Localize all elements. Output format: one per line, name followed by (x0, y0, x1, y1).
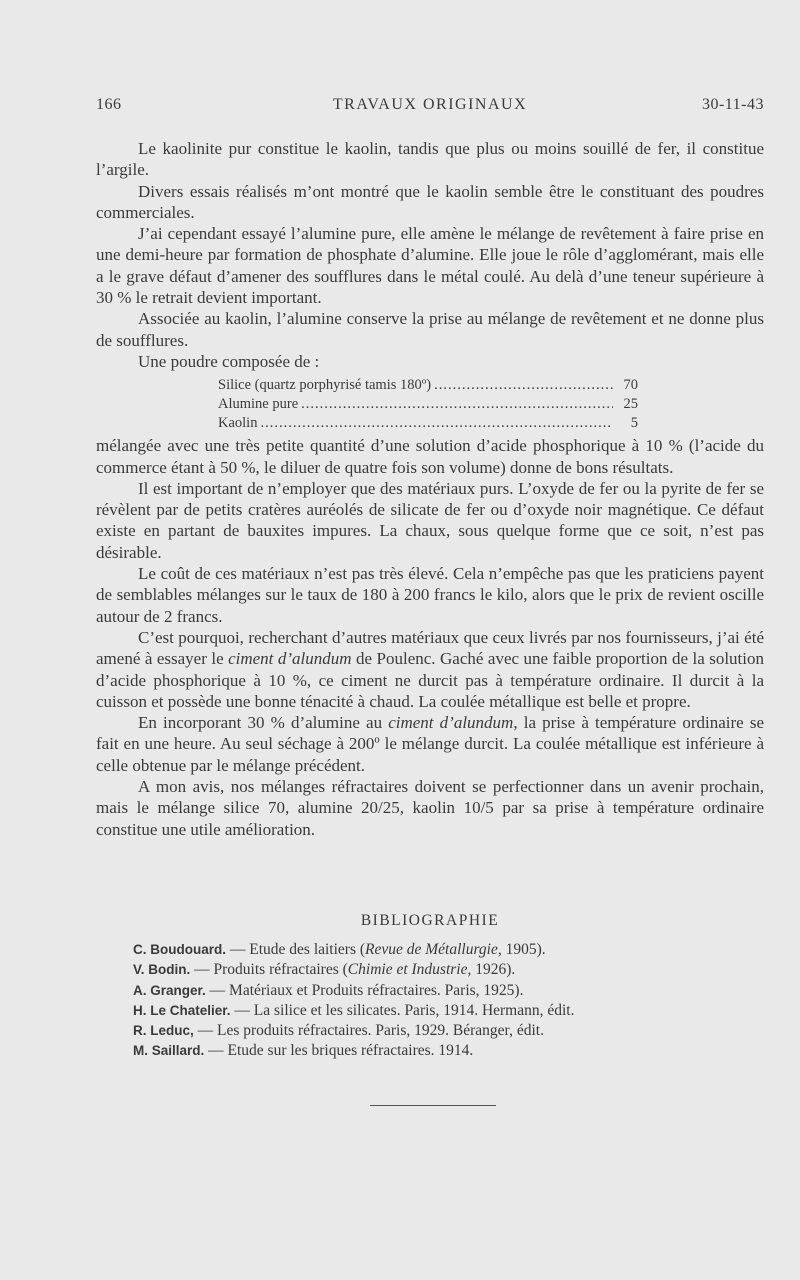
composition-row (218, 395, 638, 414)
article-body (96, 138, 764, 840)
entry-text: 1926). (471, 961, 516, 979)
paragraph: Une poudre composée de : (138, 351, 320, 371)
journal-title: Revue de Métallurgie, (365, 941, 502, 958)
entry-text: — La silice et les silicates. Paris, 1914. Hermann, édit. (230, 1001, 575, 1019)
composition-value: 70 (623, 377, 638, 394)
text: C’est pourquoi, recherchant d’autres matériaux que ceux livrés par nos fournisseurs, j’ai été amené à essayer le (96, 627, 764, 669)
author: R. Leduc, (133, 1023, 194, 1039)
running-title: TRAVAUX ORIGINAUX (332, 96, 528, 113)
composition-label: Kaolin (218, 415, 258, 432)
paragraph (96, 627, 764, 712)
italic-term: ciment d’alundum (228, 649, 352, 669)
composition-value: 5 (630, 415, 638, 432)
composition-row (218, 414, 638, 433)
author: C. Boudouard. (133, 942, 226, 957)
composition-row (218, 376, 638, 395)
entry-text: 1905). (501, 941, 546, 958)
paragraph: J’ai cependant essayé l’alumine pure, elle amène le mélange de revêtement à faire prise en une demi-heure par formation de phosphate d’alumine. Elle joue le rôle d’agglomérant, mais elle a le grave défaut d’amener des soufflures dans le métal coulé. Au delà d’une teneur supérieure à 30 % le retrait devient important. (96, 224, 764, 308)
bibliography-list (133, 940, 733, 1062)
author: H. Le Chatelier. (133, 1002, 231, 1018)
italic-term: ciment d’alundum (388, 713, 514, 733)
composition-label: Alumine pure (218, 396, 299, 413)
paragraph (96, 712, 764, 776)
page-number: 166 (96, 96, 122, 113)
text: , la prise à température ordinaire se fait en une heure. Au seul séchage à 200º le mélange durcit. La coulée métallique est inférieure à celle obtenue par le mélange précédent. (96, 713, 764, 775)
entry-text: — Les produits réfractaires. Paris, 1929. Béranger, édit. (193, 1022, 544, 1040)
entry-text: — Matériaux et Produits réfractaires. Paris, 1925). (205, 981, 524, 999)
leader-dots (260, 414, 613, 433)
header-date: 30-11-43 (701, 96, 764, 113)
paragraph: Il est important de n’employer que des matériaux purs. L’oxyde de fer ou la pyrite de fer se révèlent par de petits cratères auréolés de silicate de fer ou d’oxyde noir magnétique. Ce défaut existe en partant de bauxites impures. La chaux, sous quelque forme que ce soit, n’est pas désirable. (96, 478, 764, 562)
paragraph: Le coût de ces matériaux n’est pas très élevé. Cela n’empêche pas que les praticiens payent de semblables mélanges sur le taux de 180 à 200 francs le kilo, alors que le prix de revient oscille autour de 2 francs. (96, 564, 764, 626)
closing-rule (370, 1105, 496, 1106)
bibliography-entry (133, 981, 733, 1001)
entry-text: — Etude sur les briques réfractaires. 1914. (204, 1042, 474, 1060)
bibliography-entry (133, 940, 733, 960)
bibliography-entry (133, 1001, 733, 1021)
composition-value: 25 (623, 396, 638, 413)
paragraph: A mon avis, nos mélanges réfractaires doivent se perfectionner dans un avenir prochain, mais le mélange silice 70, alumine 20/25, kaolin 10/5 par sa prise à température ordinaire constitue une utile amélioration. (96, 777, 764, 839)
composition-table (218, 376, 638, 433)
leader-dots (301, 395, 613, 414)
paragraph: Associée au kaolin, l’alumine conserve la prise au mélange de revêtement et ne donne plus de soufflures. (96, 309, 764, 350)
page-header (96, 96, 764, 118)
entry-text: — Produits réfractaires ( (190, 961, 348, 979)
bibliography-heading: BIBLIOGRAPHIE (360, 912, 500, 929)
author: A. Granger. (133, 982, 206, 998)
bibliography-entry (133, 960, 733, 980)
text: En incorporant 30 % d’alumine au (138, 713, 389, 733)
author: M. Saillard. (133, 1043, 205, 1059)
paragraph: Le kaolinite pur constitue le kaolin, tandis que plus ou moins souillé de fer, il constitue l’argile. (96, 139, 764, 180)
entry-text: — Etude des laitiers ( (226, 941, 366, 958)
paragraph: Divers essais réalisés m’ont montré que le kaolin semble être le constituant des poudres commerciales. (96, 181, 764, 222)
composition-label: Silice (quartz porphyrisé tamis 180º) (218, 377, 432, 394)
bibliography-entry (133, 1041, 733, 1061)
journal-title: Chimie et Industrie, (347, 961, 472, 979)
paragraph-continuation: mélangée avec une très petite quantité d’une solution d’acide phosphorique à 10 % (l’acide du commerce étant à 50 %, le diluer de quatre fois son volume) donne de bons résultats. (96, 436, 764, 477)
bibliography-entry (133, 1021, 733, 1041)
author: V. Bodin. (133, 962, 191, 978)
text: de Poulenc. Gaché avec une faible proportion de la solution d’acide phosphorique à 10 %, ce ciment ne durcit pas à température ordinaire. Il durcit à la cuisson et possède une bonne ténacité à chaud. La coulée métallique est belle et propre. (96, 649, 764, 711)
leader-dots (434, 376, 613, 395)
